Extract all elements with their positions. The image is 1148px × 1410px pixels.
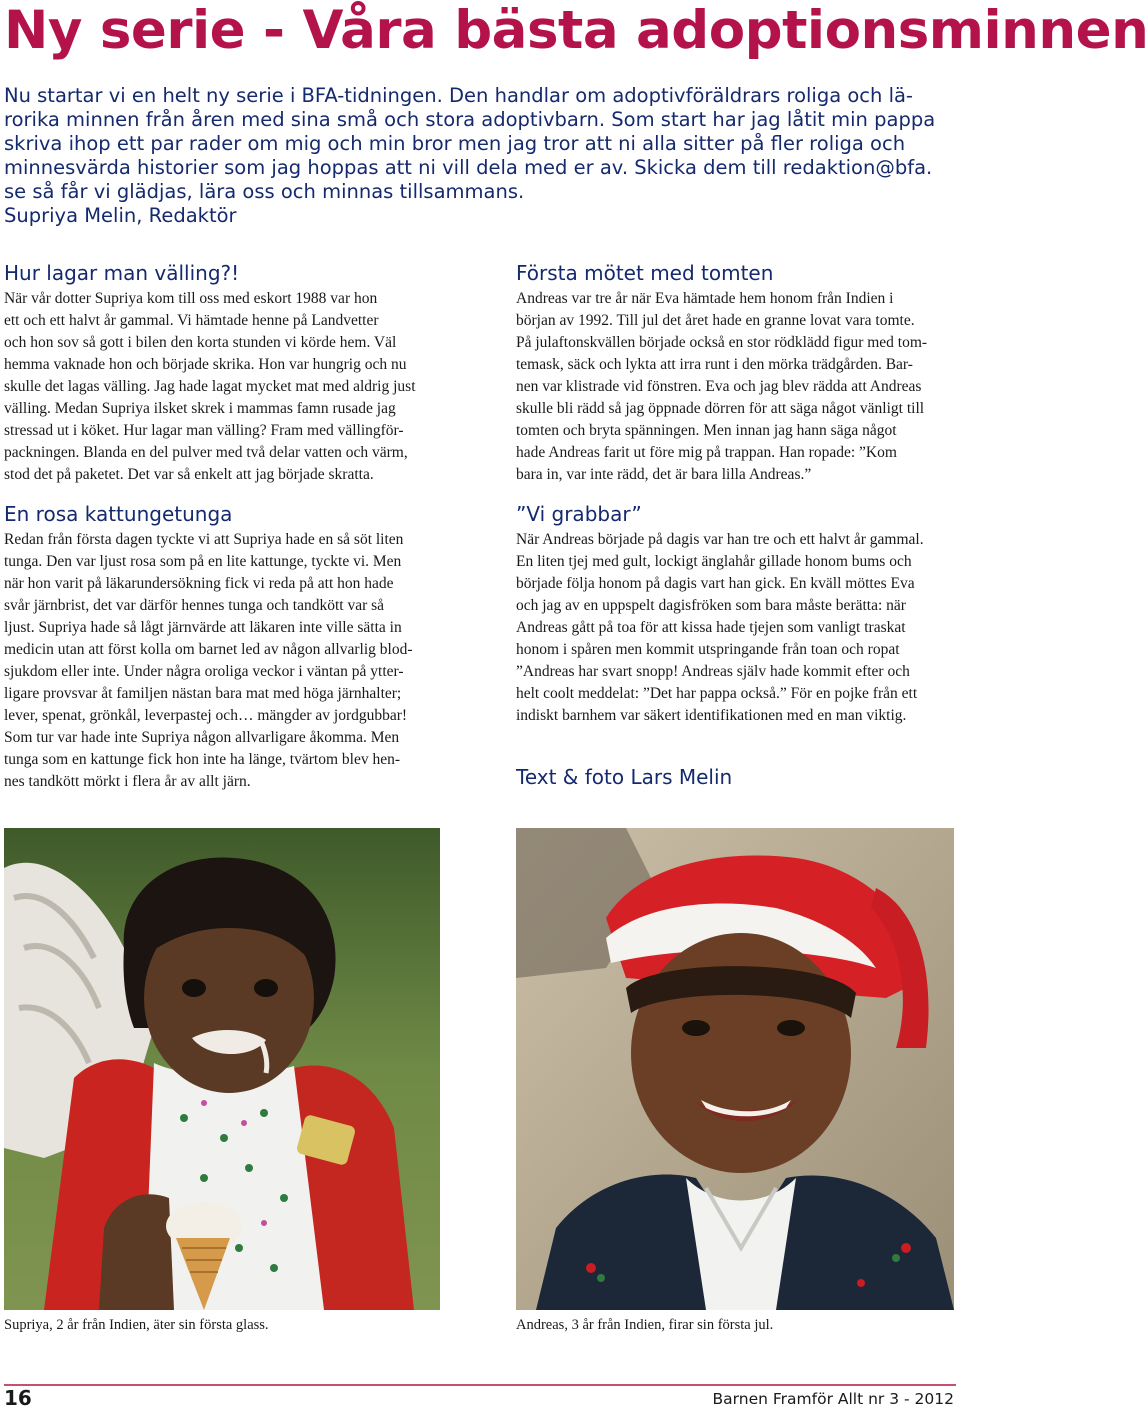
body-line: Som tur var hade inte Supriya någon allvarligare åkomma. Men [4,729,400,746]
photo-andreas-illustration [516,828,954,1310]
photo-caption-supriya: Supriya, 2 år från Indien, äter sin första glass. [4,1317,269,1333]
body-line: välling. Medan Supriya ilsket skrek i mammas famn rusade jag [4,400,396,417]
body-line: hade Andreas farit ut före mig på trappan. Han ropade: ”Kom [516,444,897,461]
intro-line: minnesvärda historier som jag hoppas att ni vill dela med er av. Skicka dem till redaktion@bfa. [4,156,933,179]
body-line: nes tandkött mörkt i flera år av allt järn. [4,773,251,790]
body-line: temask, säck och lykta att irra runt i den mörka trädgården. Bar- [516,356,913,373]
intro-text [4,84,952,228]
section-vi-grabbar [516,501,961,727]
body-line: En liten tjej med gult, lockigt änglahår gillade honom bums och [516,553,912,570]
page-number: 16 [4,1386,32,1410]
publication-name: Barnen Framför Allt nr 3 - 2012 [712,1390,954,1408]
section-en-rosa-kattungetunga [4,501,449,793]
body-line: helt coolt meddelat: ”Det har pappa också.” För en pojke från ett [516,685,918,702]
body-line: Redan från första dagen tyckte vi att Supriya hade en så söt liten [4,531,404,548]
body-line: När Andreas började på dagis var han tre och ett halvt år gammal. [516,531,924,548]
body-line: bara in, var inte rädd, det är bara lilla Andreas.” [516,466,812,483]
section-hur-lagar-man-valling [4,260,449,486]
section-forsta-motet-med-tomten [516,260,961,486]
body-line: lever, spenat, grönkål, leverpastej och… mängder av jordgubbar! [4,707,408,724]
photo-caption-andreas: Andreas, 3 år från Indien, firar sin första jul. [516,1317,774,1333]
body-line: början av 1992. Till jul det året hade en granne lovat vara tomte. [516,312,915,329]
body-line: ljust. Supriya hade så lågt järnvärde att läkaren inte ville sätta in [4,619,402,636]
body-line: när hon varit på läkarundersökning fick vi reda på att hon hade [4,575,394,592]
body-line: packningen. Blanda en del pulver med två delar vatten och värm, [4,444,408,461]
body-line: skulle bli rädd så jag öppnade dörren för att säga något vänligt till [516,400,925,417]
photo-credit: Text & foto Lars Melin [516,765,733,789]
body-line: tunga. Den var ljust rosa som på en lite kattunge, tyckte vi. Men [4,553,402,570]
section-heading: ”Vi grabbar” [516,502,642,526]
section-heading: En rosa kattungetunga [4,502,233,526]
body-line: indiskt barnhem var säkert identifikationen med en man viktig. [516,707,907,724]
body-line: tunga som en kattunge fick hon inte ha länge, tvärtom blev hen- [4,751,400,768]
body-line: Andreas var tre år när Eva hämtade hem honom från Indien i [516,290,894,307]
photo-supriya-illustration [4,828,440,1310]
intro-line: rorika minnen från åren med sina små och stora adoptivbarn. Som start har jag låtit min pappa [4,108,936,131]
body-line: medicin utan att först kolla om barnet led av någon allvarlig blod- [4,641,413,658]
photo-supriya [4,828,440,1310]
body-line: ligare provsvar åt familjen nästan bara mat med höga järnhalter; [4,685,402,702]
body-line: började följa honom på dagis vart han gick. En kväll möttes Eva [516,575,915,592]
photo-andreas [516,828,954,1310]
body-line: tomten och bryta spänningen. Men innan jag hann säga något [516,422,897,439]
body-line: ”Andreas har svart snopp! Andreas själv hade kommit efter och [516,663,910,680]
page-title: Ny serie - Våra bästa adoptionsminnen [4,0,1148,61]
section-heading: Första mötet med tomten [516,261,774,285]
footer-divider [4,1384,956,1386]
body-line: stressad ut i köket. Hur lagar man välling? Fram med vällingför- [4,422,404,439]
intro-signature: Supriya Melin, Redaktör [4,204,237,227]
intro-line: skriva ihop ett par rader om mig och min bror men jag tror att ni alla sitter på fler roliga och [4,132,906,155]
body-line: nen var klistrade vid fönstren. Eva och jag blev rädda att Andreas [516,378,922,395]
body-line: skulle det lagas välling. Jag hade lagat mycket mat med aldrig just [4,378,416,395]
body-line: och hon sov så gott i bilen den korta stunden vi körde hem. Väl [4,334,397,351]
body-line: ett och ett halvt år gammal. Vi hämtade henne på Landvetter [4,312,379,329]
body-line: På julaftonskvällen började också en stor rödklädd figur med tom- [516,334,928,351]
body-line: stod det på paketet. Det var så enkelt att jag började skratta. [4,466,374,483]
body-line: svår järnbrist, det var därför hennes tunga och tandkött var så [4,597,385,614]
body-line: honom i spåren men kommit utspringande från toan och ropat [516,641,900,658]
body-line: och jag av en uppspelt dagisfröken som bara måste berätta: när [516,597,906,614]
body-line: sjukdom eller inte. Under några oroliga veckor i väntan på ytter- [4,663,404,680]
intro-line: Nu startar vi en helt ny serie i BFA-tidningen. Den handlar om adoptivföräldrars roliga och lä- [4,84,913,107]
intro-line: se så får vi glädjas, lära oss och minnas tillsammans. [4,180,525,203]
body-line: hemma vaknade hon och började skrika. Hon var hungrig och nu [4,356,407,373]
body-line: När vår dotter Supriya kom till oss med eskort 1988 var hon [4,290,378,307]
section-heading: Hur lagar man välling?! [4,261,240,285]
body-line: Andreas gått på toa för att kissa hade tjejen som vanligt traskat [516,619,906,636]
